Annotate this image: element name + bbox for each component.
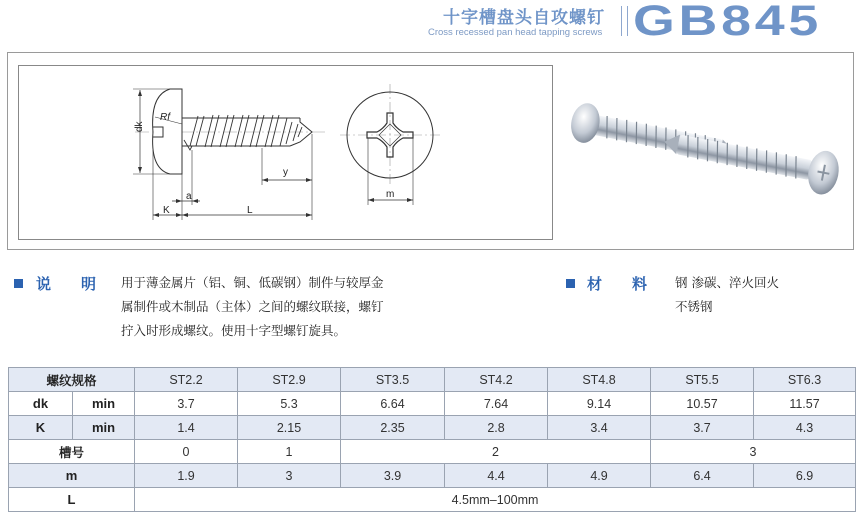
label-m: m [386, 189, 395, 200]
size-cell: ST2.9 [238, 368, 341, 392]
table-header-row [9, 368, 856, 392]
value-cell: 1 [238, 440, 341, 464]
description-title: 说 明 [36, 275, 97, 293]
table-row-slot [9, 440, 856, 464]
value-cell: 2.35 [341, 416, 445, 440]
value-cell: 2 [341, 440, 651, 464]
value-cell: 5.3 [238, 392, 341, 416]
description-line: 拧入时形成螺纹。使用十字型螺钉旋具。 [121, 323, 347, 338]
title-chinese: 十字槽盘头自攻螺钉 [443, 8, 605, 28]
size-cell: ST4.8 [548, 368, 651, 392]
size-cell: ST4.2 [445, 368, 548, 392]
value-cell: 7.64 [445, 392, 548, 416]
label-l: L [247, 205, 253, 216]
value-cell: 4.9 [548, 464, 651, 488]
value-cell: 6.9 [754, 464, 856, 488]
label-rf: Rf [160, 112, 170, 123]
size-cell: ST6.3 [754, 368, 856, 392]
table-row-k [9, 416, 856, 440]
description-body [121, 271, 384, 343]
value-cell: 9.14 [548, 392, 651, 416]
product-photo [565, 85, 850, 200]
row-sublabel: min [73, 416, 135, 440]
row-label: dk [9, 392, 73, 416]
value-cell: 1.9 [135, 464, 238, 488]
material-line: 钢 渗碳、淬火回火 [675, 275, 779, 290]
value-cell: 4.5mm–100mm [135, 488, 856, 512]
description-line: 用于薄金属片（铝、铜、低碳钢）制件与较厚金 [121, 275, 384, 290]
screw-photo-lower [660, 120, 842, 197]
material-body [675, 271, 779, 319]
table-row-dk [9, 392, 856, 416]
value-cell: 10.57 [651, 392, 754, 416]
row-label: 槽号 [9, 440, 135, 464]
row-label: L [9, 488, 135, 512]
header-label: 螺纹规格 [9, 368, 135, 392]
value-cell: 11.57 [754, 392, 856, 416]
spec-table [8, 367, 856, 512]
table-row-m [9, 464, 856, 488]
value-cell: 0 [135, 440, 238, 464]
material-marker-icon [566, 279, 575, 288]
table-row-l [9, 488, 856, 512]
value-cell: 4.3 [754, 416, 856, 440]
row-label: m [9, 464, 135, 488]
value-cell: 6.64 [341, 392, 445, 416]
value-cell: 2.8 [445, 416, 548, 440]
size-cell: ST5.5 [651, 368, 754, 392]
material-title: 材 料 [587, 275, 648, 293]
value-cell: 2.15 [238, 416, 341, 440]
size-cell: ST2.2 [135, 368, 238, 392]
value-cell: 4.4 [445, 464, 548, 488]
value-cell: 3 [651, 440, 856, 464]
value-cell: 6.4 [651, 464, 754, 488]
screw-front-view [133, 89, 325, 220]
value-cell: 3 [238, 464, 341, 488]
value-cell: 3.9 [341, 464, 445, 488]
row-sublabel: min [73, 392, 135, 416]
material-line: 不锈钢 [675, 299, 713, 314]
description-line: 属制件或木制品（主体）之间的螺纹联接，螺钉 [121, 299, 384, 314]
label-a: a [186, 191, 192, 202]
size-cell: ST3.5 [341, 368, 445, 392]
description-marker-icon [14, 279, 23, 288]
value-cell: 3.7 [651, 416, 754, 440]
screw-side-view [340, 84, 442, 205]
value-cell: 3.4 [548, 416, 651, 440]
label-k: K [163, 205, 170, 216]
value-cell: 1.4 [135, 416, 238, 440]
title-english: Cross recessed pan head tapping screws [428, 27, 603, 38]
label-dk: dk [134, 121, 145, 132]
value-cell: 3.7 [135, 392, 238, 416]
row-label: K [9, 416, 73, 440]
standard-code: GB845 [633, 0, 823, 45]
label-y: y [283, 167, 288, 178]
